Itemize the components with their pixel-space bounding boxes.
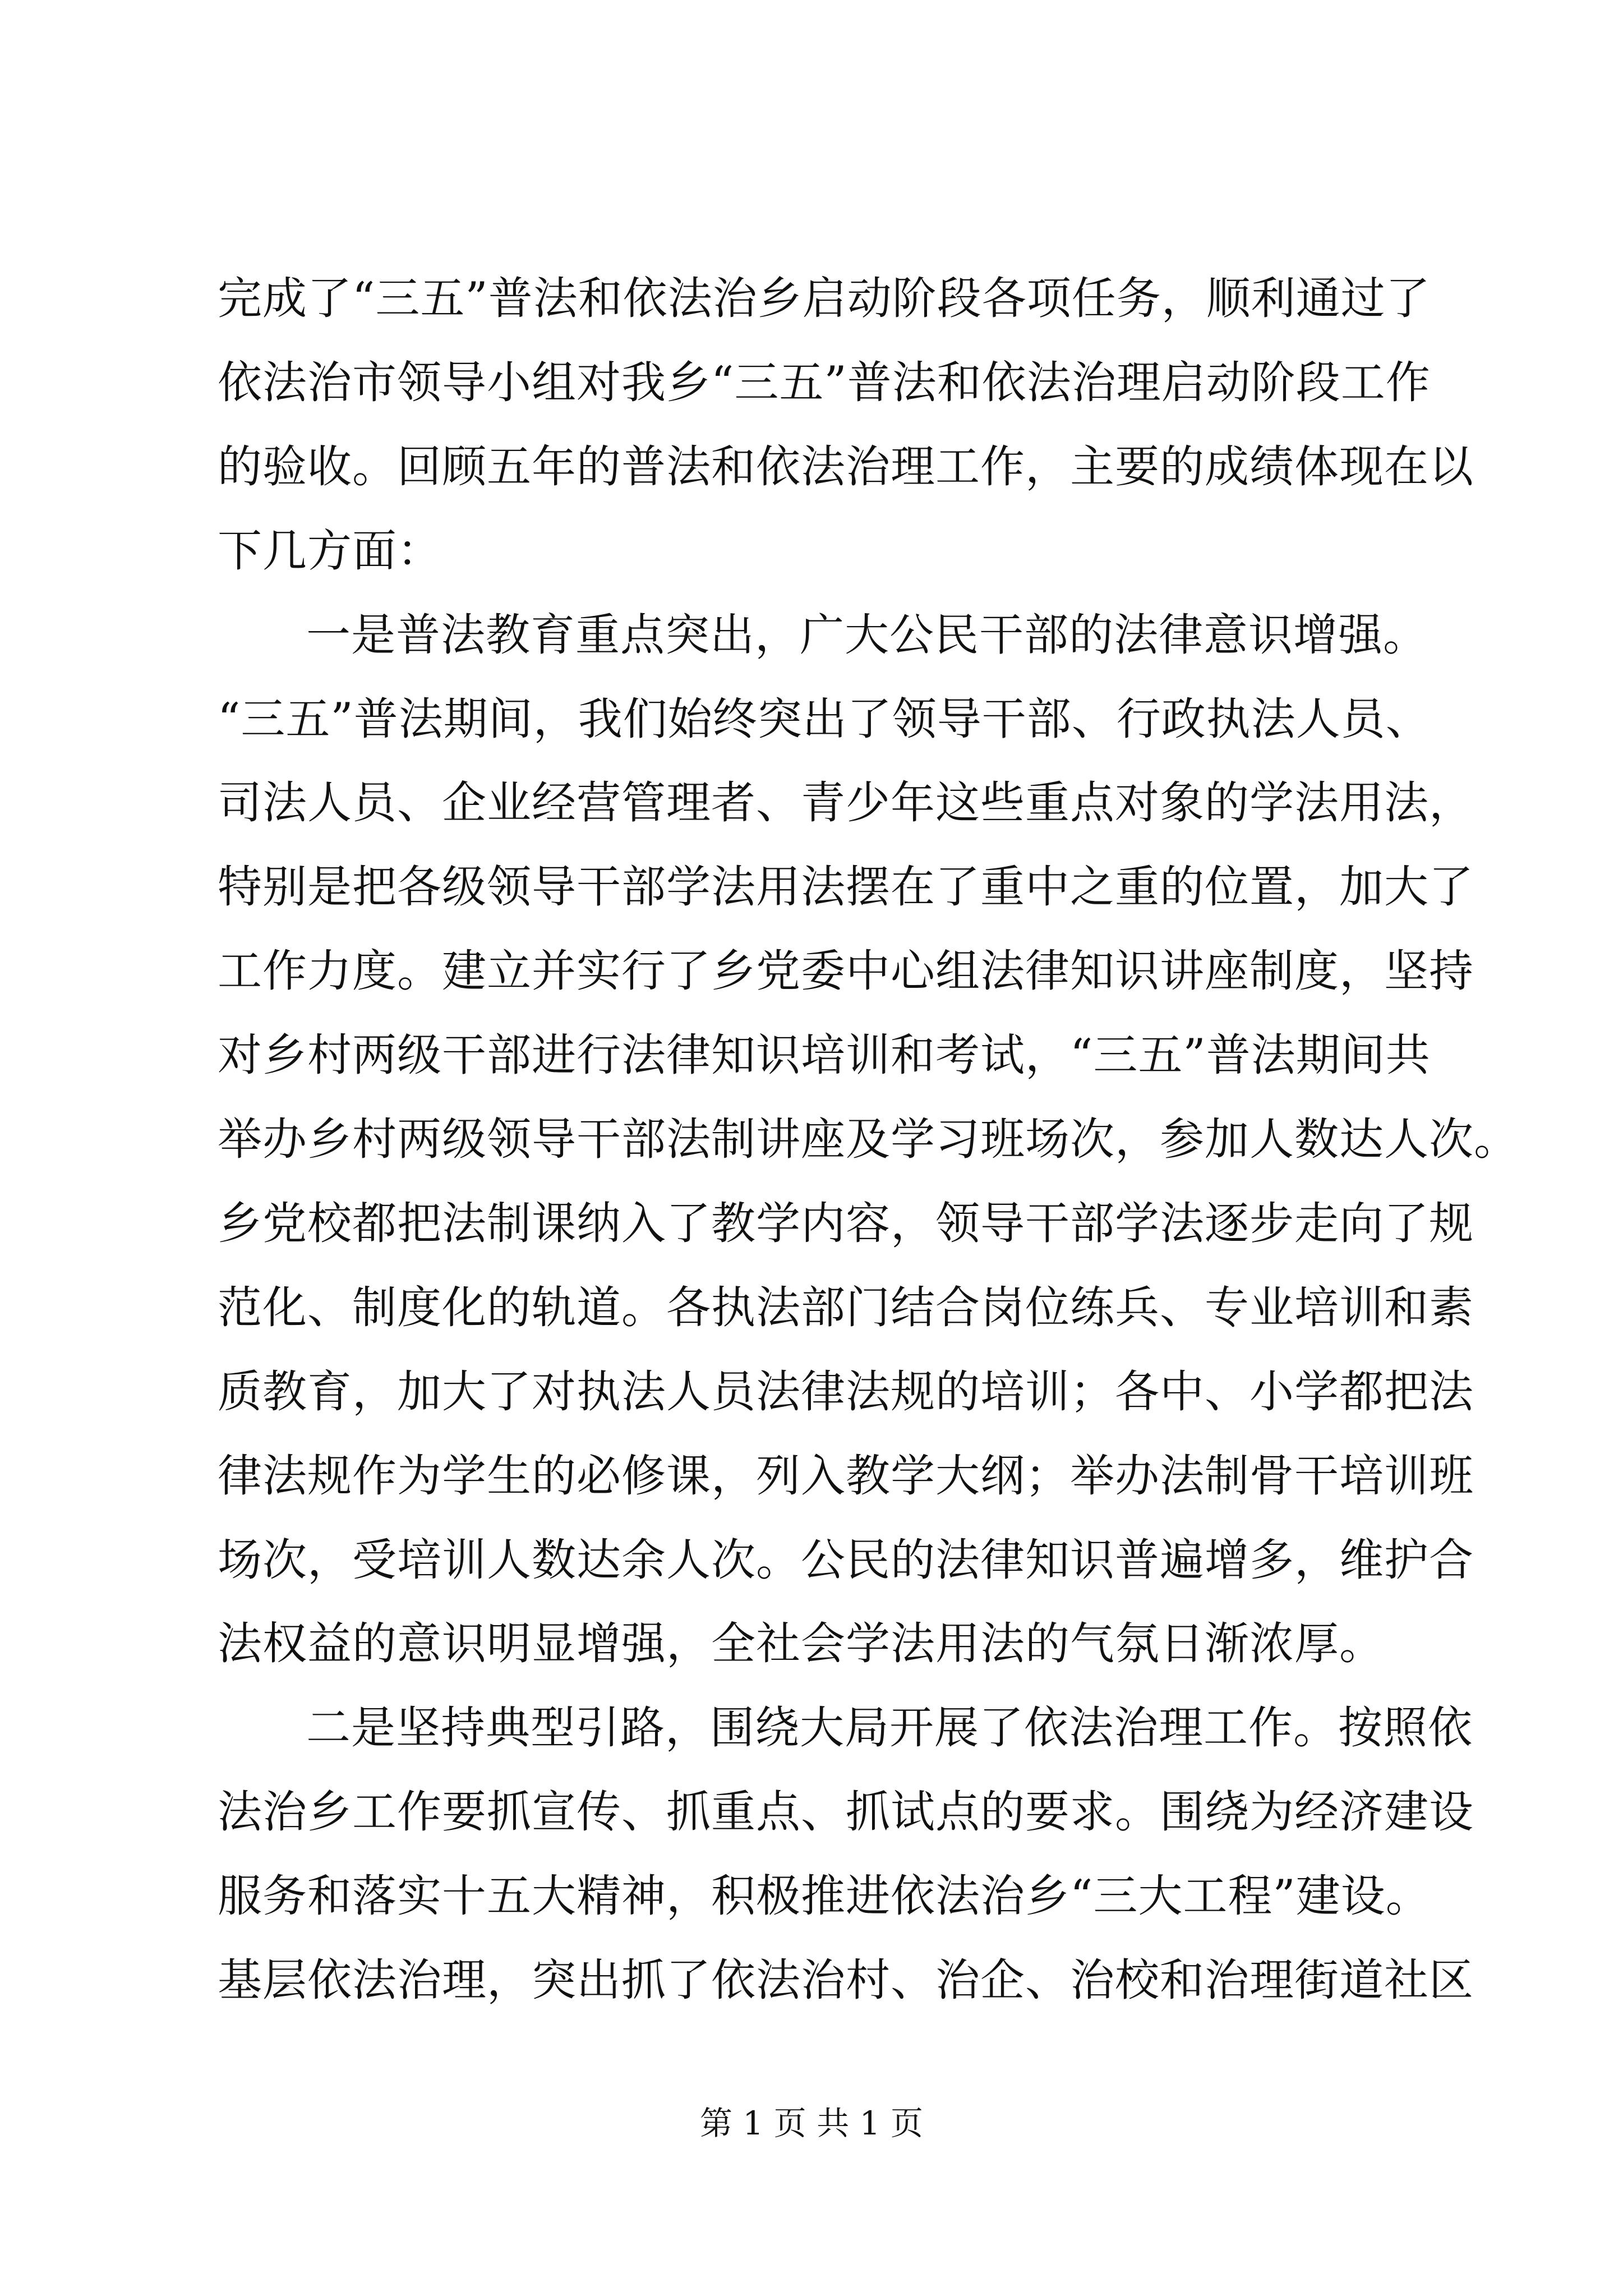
text-line: 律法规作为学生的必修课，列入教学大纲；举办法制骨干培训班 xyxy=(218,1450,1474,1502)
text-line: 法权益的意识明显增强，全社会学法用法的气氛日渐浓厚。 xyxy=(218,1618,1384,1670)
text-line: 场次，受培训人数达余人次。公民的法律知识普遍增多，维护合 xyxy=(218,1534,1474,1586)
text-line: 举办乡村两级领导干部法制讲座及学习班场次，参加人数达人次。 xyxy=(218,1114,1519,1165)
paragraph-first-line: 一是普法教育重点突出，广大公民干部的法律意识增强。 xyxy=(306,609,1428,661)
text-line: 依法治市领导小组对我乡“三五”普法和依法治理启动阶段工作 xyxy=(218,356,1431,408)
text-line: 质教育，加大了对执法人员法律法规的培训；各中、小学都把法 xyxy=(218,1365,1474,1418)
page-footer: 第 1 页 共 1 页 xyxy=(700,2104,923,2142)
text-line: “三五”普法期间，我们始终突出了领导干部、行政执法人员、 xyxy=(218,693,1431,745)
text-line: 服务和落实十五大精神，积极推进依法治乡“三大工程”建设。 xyxy=(218,1870,1431,1922)
text-line: 乡党校都把法制课纳入了教学内容，领导干部学法逐步走向了规 xyxy=(218,1197,1474,1249)
text-line: 范化、制度化的轨道。各执法部门结合岗位练兵、专业培训和素 xyxy=(218,1281,1474,1333)
text-line: 司法人员、企业经营管理者、青少年这些重点对象的学法用法， xyxy=(218,777,1474,829)
paragraph-first-line: 二是坚持典型引路，围绕大局开展了依法治理工作。按照依 xyxy=(306,1702,1473,1754)
text-line: 工作力度。建立并实行了乡党委中心组法律知识讲座制度，坚持 xyxy=(218,945,1474,997)
text-line: 特别是把各级领导干部学法用法摆在了重中之重的位置，加大了 xyxy=(218,861,1474,913)
text-line: 对乡村两级干部进行法律知识培训和考试，“三五”普法期间共 xyxy=(218,1029,1431,1082)
text-line: 基层依法治理，突出抓了依法治村、治企、治校和治理街道社区 xyxy=(218,1954,1474,2006)
text-line: 法治乡工作要抓宣传、抓重点、抓试点的要求。围绕为经济建设 xyxy=(218,1786,1474,1838)
text-line: 的验收。回顾五年的普法和依法治理工作，主要的成绩体现在以 xyxy=(218,440,1474,493)
text-line: 完成了“三五”普法和依法治乡启动阶段各项任务，顺利通过了 xyxy=(218,273,1431,324)
text-line: 下几方面： xyxy=(218,524,442,577)
